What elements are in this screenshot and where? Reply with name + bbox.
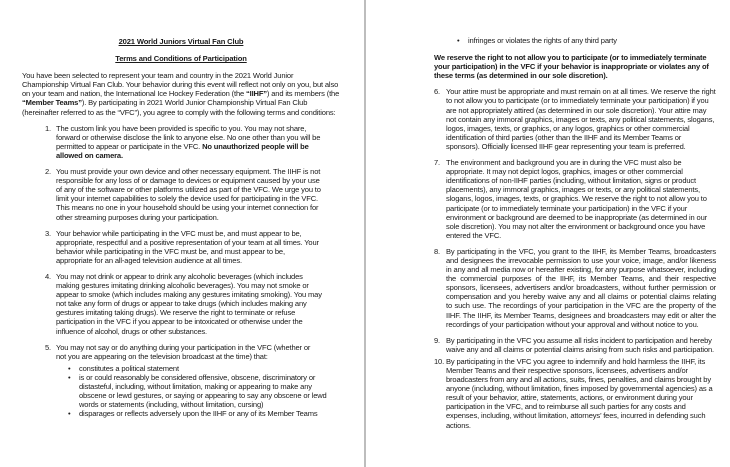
intro-text-2: ) and its members (the (266, 89, 340, 99)
term-item-1 (45, 124, 322, 160)
term-item-10 (434, 357, 716, 430)
item-text: Your behavior while participating in the VFC must be, and must appear to be, appropriate, respectful and a positive representation of your team at all times. Your behavior while participating in the VFC must be, and must appear to be, appropriate for an all-aged television audience at all times. (56, 228, 319, 265)
item-number: 7. (434, 158, 440, 168)
item-number: 8. (434, 246, 440, 256)
iihf-term: “IIHF” (246, 89, 267, 99)
intro-text-3: ). By participating in 2021 World Junior Championship Virtual Fan Club (hereinafter referred to as the “VFC”), you agree to comply with the following terms and conditions: (22, 98, 336, 117)
item-number: 4. (45, 271, 51, 281)
document-page-right (366, 0, 730, 467)
bullet-text: disparages or reflects adversely upon the IIHF or any of its Member Teams (79, 409, 318, 419)
bullet-icon: • (68, 409, 71, 419)
item-bold-text: No unauthorized people will be allowed on camera. (56, 141, 309, 160)
bullet-icon: • (68, 363, 71, 373)
bullet-item (68, 364, 327, 373)
item-text: You may not say or do anything during your participation in the VFC (whether or not you are appearing on the television broadcast at the time) that: (56, 342, 311, 361)
term-item-3 (45, 229, 322, 265)
bullet-item (457, 36, 706, 45)
item-number: 2. (45, 167, 51, 177)
item-number: 10. (434, 356, 445, 366)
bullet-text: constitutes a political statement (79, 363, 179, 373)
term-item-9 (434, 336, 716, 354)
document-page-left (0, 0, 364, 467)
term-item-7 (434, 158, 716, 240)
item-text: Your attire must be appropriate and must remain on at all times. We reserve the right to not allow you to participate (or to immediately terminate your participation) if you are not appropriately attired (as determined in our sole discretion). Your attire may not contain any immoral graphics, images or texts, any political statements, slogans, logos, images, texts, or graphics, or any logos, graphics or other commercial identification of third parties (other than the IIHF and its Member Teams or sponsors). Officially licensed IIHF gear representing your team is preferred. (446, 87, 716, 151)
document-title: 2021 World Juniors Virtual Fan Club (118, 37, 244, 46)
intro-text-1: You have been selected to represent your team and country in the 2021 World Junior Championship Virtual Fan Club. Your behavior during this event will reflect not only on you, but also on your team and nation, the International Ice Hockey Federation (the (22, 71, 339, 99)
intro-paragraph (22, 71, 340, 116)
item-number: 9. (434, 335, 440, 345)
item-number: 6. (434, 87, 440, 97)
bullet-text: infringes or violates the rights of any third party (468, 36, 617, 45)
term-item-6 (434, 87, 716, 151)
term-item-4 (45, 272, 322, 336)
item-text: By participating in the VFC you assume all risks incident to participation and hereby waive any and all claims or potential claims arising from such risks and participation. (446, 335, 714, 354)
item-text: The environment and background you are in during the VFC must also be appropriate. It may not depict logos, graphics, images or other commercial identifications of non-IIHF parties (including, without limitation, signs or product placements), any immoral graphics, images or texts, or any political statements, slogans, logos, images, texts, or graphics. We reserve the right to not allow you to participate (or to immediately terminate your participation) in the VFC if your environment or background are deemed to be inappropriate (as determined in our sole discretion). You may not alter the environment or background once you have entered the VFC. (446, 158, 707, 240)
reserve-statement: We reserve the right to not allow you to participate (or to immediately terminate your participation) in the VFC if your behavior is inappropriate or violates any of these terms (as determined in our sole discretion). (434, 53, 709, 81)
term-item-2 (45, 167, 322, 222)
term-item-8 (434, 247, 716, 329)
bullet-icon: • (457, 36, 460, 45)
item-number: 5. (45, 342, 51, 352)
item-text: You must provide your own device and other necessary equipment. The IIHF is not responsible for any loss of or damage to devices or equipment caused by your use of any of the software or other platforms utilized as part of the VFC. We urge you to limit your internet capabilities to solely the device used for participating in the VFC. This means no one in your household should be using your internet connection for other streaming purposes during your participation. (56, 167, 321, 222)
item-text: By participating in the VFC, you grant to the IIHF, its Member Teams, broadcasters and designees the irrevocable permission to use your voice, image, and/or likeness in any and all media now or hereafter existing, for any purpose whatsoever, including the commercial purposes of the IIHF, its Member Teams, and their respective sponsors, licensees, advertisers and/or broadcasters, without further permission or compensation and you hereby waive any and all claims or potential claims relating to such use. The recordings of your participation in the VFC are the property of the IIHF. The IIHF, its Member Teams, designees and broadcasters may edit or alter the recordings of your participation without your approval and without notice to you. (446, 246, 717, 329)
bullet-text: is or could reasonably be considered offensive, obscene, discriminatory or distasteful, including, without limitation, making or appearing to make any obscene or lewd gestures, or saying or appearing to say any obscene or lewd words or statements (including, without limitation, cursing) (79, 372, 327, 410)
bullet-item (68, 373, 327, 409)
bullet-item (68, 409, 327, 418)
member-teams-term: “Member Teams” (22, 98, 82, 108)
item-number: 1. (45, 123, 51, 133)
item-text: The custom link you have been provided is specific to you. You may not share, forward or otherwise disclose the link to anyone else. No one other than you will be permitted to appear or participate in the VFC. (56, 123, 321, 151)
item-number: 3. (45, 228, 51, 238)
term-item-5 (45, 343, 322, 361)
document-subtitle: Terms and Conditions of Participation (115, 54, 247, 64)
item-text: You may not drink or appear to drink any alcoholic beverages (which includes making gestures imitating drinking alcoholic beverages). You may not smoke or appear to smoke (which includes making any gestures imitating smoking). You may not take any form of drugs or appear to take drugs (which includes making any gestures imitating taking drugs). We reserve the right to terminate or refuse participation in the VFC if you appear to be intoxicated or otherwise under the influence of alcohol, drugs or other substances. (56, 271, 322, 336)
item-text: By participating in the VFC you agree to indemnify and hold harmless the IIHF, its Member Teams and their respective sponsors, licensees, advertisers and/or broadcasters from any and all actions, suits, fines, penalties, and claims brought by anyone (including, without limitation, fines imposed by governmental agencies) as a result of your behavior, attire, statements, actions, or environment during your participation in the VFC, and to reimburse all such parties for any costs and expenses, including, without limitation, attorneys’ fees, incurred in defending such actions. (446, 356, 713, 430)
bullet-icon: • (68, 372, 71, 382)
